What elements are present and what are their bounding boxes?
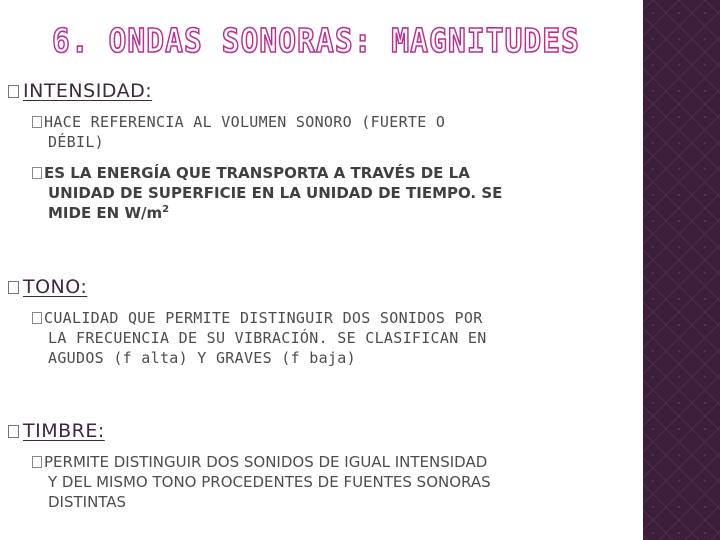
heading-label: INTENSIDAD: <box>23 80 153 102</box>
item-text: MIDE EN W/m <box>48 204 163 222</box>
sub-bullet-box-icon <box>32 312 42 324</box>
item-tono-cualidad <box>32 308 624 368</box>
heading-label: TONO: <box>23 276 88 298</box>
sub-bullet-box-icon <box>32 167 42 179</box>
bullet-box-icon <box>8 85 19 98</box>
item-text: PERMITE DISTINGUIR DOS SONIDOS DE IGUAL INTENSIDAD <box>44 453 488 471</box>
sub-bullet-box-icon <box>32 116 42 128</box>
item-text: DÉBIL) <box>48 133 104 151</box>
diamond-pattern-icon <box>640 0 720 540</box>
bullet-box-icon <box>8 281 19 294</box>
item-timbre-permite <box>32 452 624 512</box>
heading-intensidad <box>8 80 152 102</box>
item-text: AGUDOS (f alta) Y GRAVES (f baja) <box>48 349 356 367</box>
item-intensidad-energia <box>32 163 624 223</box>
item-text: LA FRECUENCIA DE SU VIBRACIÓN. SE CLASIFICAN EN <box>48 329 487 347</box>
panel-edge-divider <box>640 0 643 540</box>
item-text: DISTINTAS <box>48 493 127 511</box>
superscript: 2 <box>162 204 170 215</box>
decorative-side-panel <box>640 0 720 540</box>
item-intensidad-volumen <box>32 112 624 152</box>
slide-title-graphic <box>52 20 632 60</box>
item-text: UNIDAD DE SUPERFICIE EN LA UNIDAD DE TIEMPO. SE <box>48 184 503 202</box>
slide-title-text: 6. ONDAS SONORAS: MAGNITUDES <box>52 21 580 60</box>
item-text: ES LA ENERGÍA QUE TRANSPORTA A TRAVÉS DE LA <box>44 164 470 182</box>
sub-bullet-box-icon <box>32 456 42 468</box>
heading-tono <box>8 276 87 298</box>
item-text: Y DEL MISMO TONO PROCEDENTES DE FUENTES SONORAS <box>48 473 491 491</box>
item-text: CUALIDAD QUE PERMITE DISTINGUIR DOS SONIDOS POR <box>44 309 483 327</box>
item-text: HACE REFERENCIA AL VOLUMEN SONORO (FUERTE O <box>44 113 446 131</box>
heading-timbre <box>8 420 105 442</box>
heading-label: TIMBRE: <box>23 420 105 442</box>
slide-title <box>52 20 632 60</box>
bullet-box-icon <box>8 425 19 438</box>
